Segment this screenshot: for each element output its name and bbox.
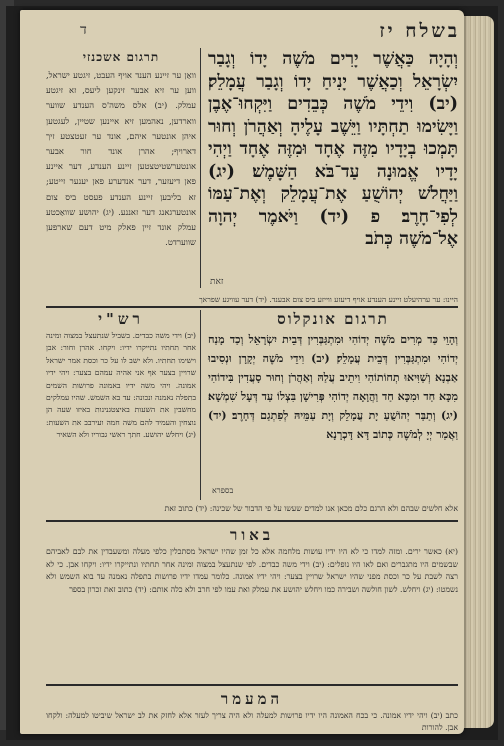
parashah-title: בשלח יז — [379, 20, 460, 42]
biur-heading: באור — [229, 526, 275, 544]
column-divider-top — [200, 48, 201, 288]
biur-text: (יא) כאשר ירים. ומזה למדו כי לא היו ידיו עושות מלחמה אלא כל זמן שהיו ישראל מסתכלין כלפי מעלה ומשעבדין את לבם לאביהם שבשמים היו מתגברים ואם לאו היו נופלים: (יב) וידי משה כבדים. לפי שנתעצל במצוה ומינה אחר תחתיו ונתייקרו ידיו: ויקחו אבן. כי לא רצה לשבת על כר וכסת מפני שהיו ישראל שרויין בצער: ויהי ידיו אמונה. כלומר עמדו ידיו פרושות בתפלה נאמנה עד בוא השמש ולא נשמטו: (יג) ויחלש. לשון חולשה ושבירה כמו ויחלש יהושע את עמלק ואת עמו לפי חרב ולא כלה אותם: (יד) כתוב זאת זכרון בספר — [46, 547, 458, 594]
running-head — [80, 20, 460, 44]
hamaamar-text: כתב (יב) ויהי ידיו אמונה. כי בכח האמונה היו ידיו פרושות למעלה ולא היה צריך לעזר אלא לחזק את לב ישראל שיביטו למעלה: ולקחו אבן. להורות — [46, 711, 458, 733]
torah-catchword: זאת — [210, 277, 224, 287]
divider-rule-2 — [46, 520, 458, 522]
onkelos-catchword: בספרא — [212, 486, 234, 495]
book-page — [20, 10, 464, 734]
hamaamar-heading: המעמר — [220, 690, 284, 708]
side-mark: ד — [80, 22, 87, 38]
onkelos-heading: תרגום אונקלוס — [277, 310, 389, 328]
rashi-continuation: אלא חלשים שבהם ולא הרגם כלם מכאן אנו למדים שעשו על פי הדבור של שכינה: (יד) כתוב זאת — [164, 504, 458, 513]
onkelos-text: וְהָוֵי כַּד מְרִים מֹשֶׁה יְדוֹהִי וּמִתְגַּבְּרִין דְּבֵית יִשְׂרָאֵל וְכַד מָנַח יְדוֹהִי וּמִתְגַּבְּרִין דְּבֵית עֲמָלֵק׃ (יב) וִידֵי מֹשֶׁה יְקָרָן וּנְסִיבוּ אַבְנָא וְשַׁוִּיאוּ תְחוֹתוֹהִי וִיתֵיב עֲלַהּ וְאַהֲרֹן וְחוּר סָעֲדִין בִּידוֹהִי מִכָּא חַד וּמִכָּא חַד וַהֲוָאָה יְדוֹהִי פְּרִישָׁן בִּצְלוֹ עַד דְּעָל שִׁמְשָׁא׃ (יג) וְתַבַּר יְהוֹשֻׁעַ יָת עֲמָלֵק וְיָת עַמֵּיהּ לְפִתְגַם דְּחָרֶב׃ (יד) וַאֲמַר יְיָ לְמֹשֶׁה כְּתוֹב דָּא דָּכְרָנָא — [208, 333, 458, 441]
book-spread — [6, 6, 498, 740]
torah-text: וְהָיָה כַּאֲשֶׁר יָרִים מֹשֶׁה יָדוֹ וְגָבַר יִשְׂרָאֵל וְכַאֲשֶׁר יָנִיחַ יָדוֹ וְגָבַר עֲמָלֵק׃ (יב) וִידֵי מֹשֶׁה כְּבֵדִים וַיִּקְחוּ־אֶבֶן וַיָּשִׂימוּ תַחְתָּיו וַיֵּשֶׁב עָלֶיהָ וְאַהֲרֹן וְחוּר תָּמְכוּ בְיָדָיו מִזֶּה אֶחָד וּמִזֶּה אֶחָד וַיְהִי יָדָיו אֱמוּנָה עַד־בֹּא הַשָּׁמֶשׁ׃ (יג) וַיַּחֲלֹשׁ יְהוֹשֻׁעַ אֶת־עֲמָלֵק וְאֶת־עַמּוֹ לְפִי־חָרֶב׃ פ (יד) וַיֹּאמֶר יְהוָה אֶל־מֹשֶׁה כְּתֹב — [208, 49, 458, 249]
rashi-heading: רש"י — [98, 310, 144, 328]
divider-rule-1 — [46, 306, 458, 308]
targum-ashkenazi-heading: תרגום אשכנזי — [82, 50, 160, 64]
targum-ashkenazi-text: וואַן ער זיינע הענד אויף העבט, זיגטע ישראל, ווען ער זיא אבער זינקען ליעס, זא זיגטע עמלק. (יב) אלס משה'ס הענדע שווער ווארדען, נאהמען זיא איינען שטיין, לעגטען איהן אונטער איהם, אונד ער זעטצטע זיך דארויף; אהרן אונד חור אבער אונטערשטיטצטען זיינע הענדע, דער איינע פאן דיעזער, דער אנדערע פאן יענער זייטע; זא בליבען זיינע הענדע פעסט ביס צום אונטערגאנג דער זאננע. (יג) יהושע שוואַכטע עמלק אונד זיין פאלק מיט דעם שארפען שווערדט. — [46, 70, 196, 248]
footnote: היינו: ער ערהיעלט זיינע הענדע אויף דיעזע ווייזע ביס צום אבענד. (יד) דער עוויגע שפראך — [198, 295, 458, 304]
rashi-text: (יב) וידי משה כבדים. בשביל שנתעצל במצוה ומינה אחר תחתיו נתייקרו ידיו: ויקחו. אהרן וחור: אבן וישימו תחתיו. ולא ישב לו על כר וכסת אמר ישראל שרויין בצער אף אני אהיה עמהם בצער: ויהי ידיו אמונה. ויהי משה ידיו באמונה פרושות השמים בתפלה נאמנה ונכונה: עד בא השמש. שהיו עמלקים מחשבין את השעות באיצטגנינות באיזו שעה הן נוצחין והעמיד להם משה חמה ועירבב את השעות: (יג) ויחלש יהושע. חתך ראשי גבוריו ולא השאיר — [46, 331, 196, 440]
column-divider-middle — [200, 310, 201, 500]
divider-rule-3 — [46, 684, 458, 686]
